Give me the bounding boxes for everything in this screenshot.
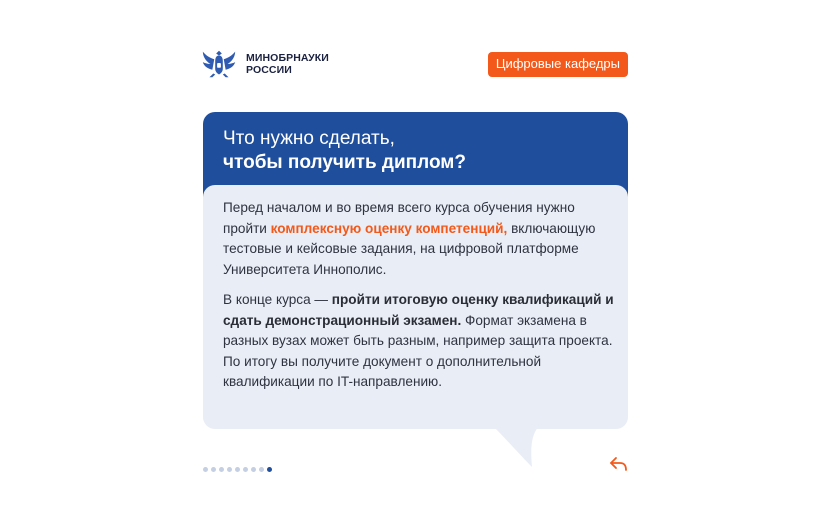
share-arrow-icon[interactable] (608, 454, 628, 474)
pagination-dot[interactable] (267, 467, 272, 472)
p2-text-1: В конце курса — (223, 292, 332, 307)
pagination-dot[interactable] (235, 467, 240, 472)
title-line-2: чтобы получить диплом? (223, 152, 466, 173)
panel-body (203, 185, 628, 429)
pagination-dot[interactable] (259, 467, 264, 472)
pagination-dot[interactable] (243, 467, 248, 472)
logo-line-2: РОССИИ (246, 64, 292, 76)
paragraph-1 (223, 198, 618, 280)
p1-text-1: Перед началом и во время всего курса обучения нужно пройти (223, 200, 575, 236)
pagination-dots (203, 467, 275, 472)
pagination-dot[interactable] (219, 467, 224, 472)
p1-highlight: комплексную оценку компетенций, (270, 220, 508, 236)
panel-title (223, 127, 466, 175)
logo-line-1: МИНОБРНАУКИ (246, 52, 329, 64)
speech-bubble-tail (492, 425, 540, 467)
pagination-dot[interactable] (211, 467, 216, 472)
p2-text-2: Формат экзамена в разных вузах может быть разным, например защита проекта. По итогу вы получите документ о дополнительной квалификации по IT-направлению. (223, 312, 613, 389)
paragraph-2 (223, 290, 618, 393)
p2-bold: пройти итоговую оценку квалификаций и сдать демонстрационный экзамен. (223, 292, 614, 328)
panel-text (223, 198, 618, 403)
eagle-emblem-icon (200, 45, 238, 83)
ministry-logo (200, 45, 329, 83)
title-line-1: Что нужно сделать, (223, 128, 395, 149)
pagination-dot[interactable] (251, 467, 256, 472)
digital-departments-badge[interactable]: Цифровые кафедры (488, 52, 628, 77)
pagination-dot[interactable] (203, 467, 208, 472)
p1-text-2: включающую тестовые и кейсовые задания, на цифровой платформе Университета Иннополис. (223, 220, 596, 277)
slide-card (200, 40, 630, 480)
pagination-dot[interactable] (227, 467, 232, 472)
logo-text (246, 52, 329, 76)
